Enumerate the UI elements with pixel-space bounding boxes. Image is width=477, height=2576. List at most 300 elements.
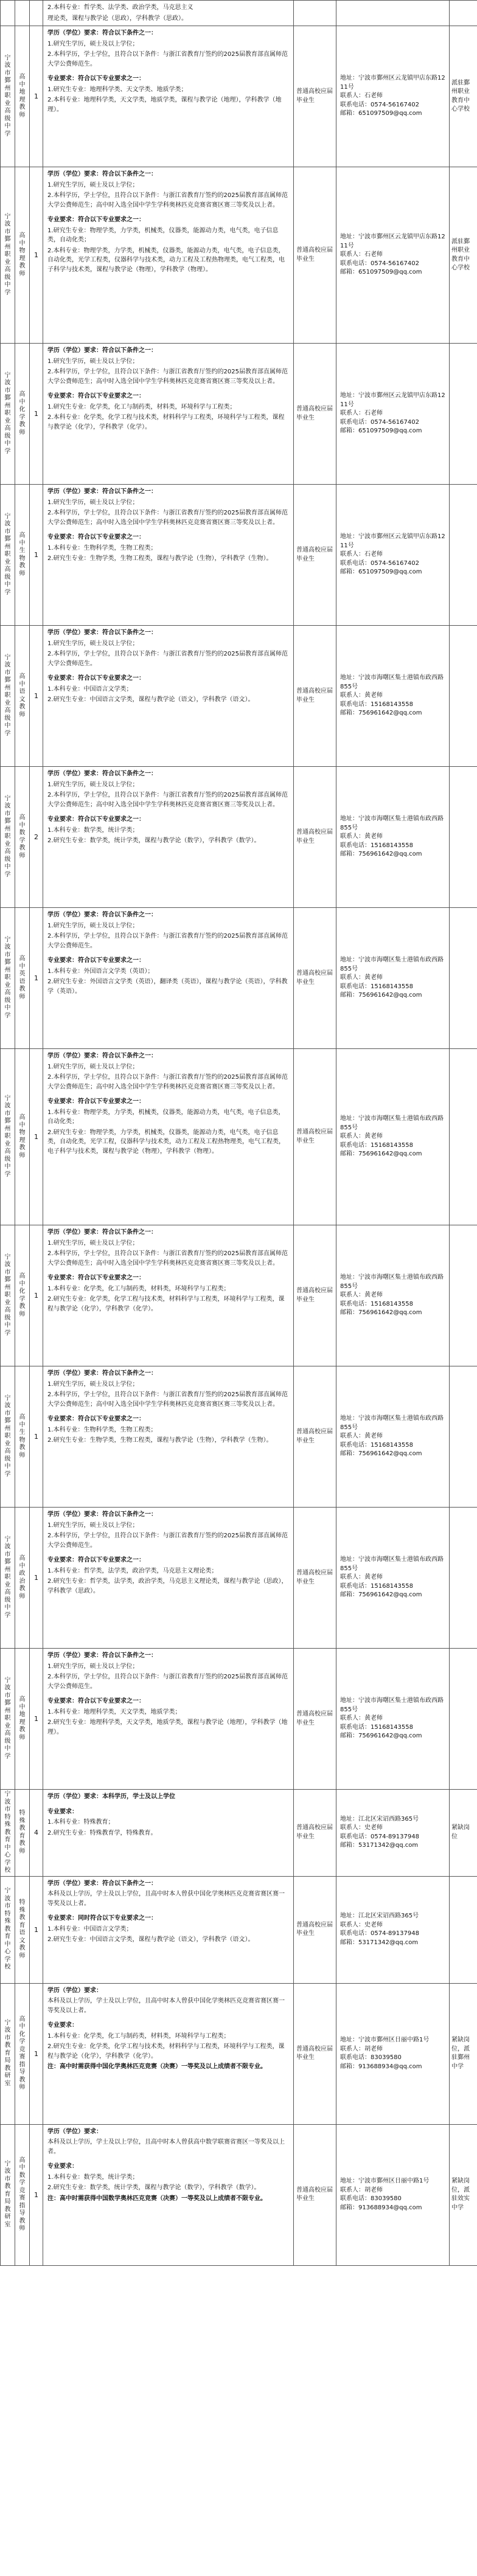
- post-cell: 高中数学竞赛指导教师: [15, 2124, 30, 2265]
- contact-line: 地址：宁波市海曙区集士港镇布政西路855号: [340, 674, 444, 690]
- requirement-line: 专业要求：符合以下专业要求之一：: [47, 1098, 145, 1105]
- contact-cell: [336, 767, 450, 908]
- requirement-line: 2.研究生专业：物理学类，力学类，机械类，仪器类，能源动力类，电气类，电子信息类，自动化类，光学工程，仪器科学与技术类，动力工程及工程热物理类，电气工程类，电子科学与技术类，课程与教学论（物理），学科教学（物理）。: [47, 1129, 285, 1155]
- unit-cell: 宁波市鄞州职业高级中学: [1, 1225, 15, 1366]
- contact-line: 邮箱：756961642@qq.com: [340, 1450, 422, 1458]
- requirements-cell: [43, 1366, 294, 1508]
- contact-line: 联系人：黄老师: [340, 1715, 383, 1722]
- post-cell: 高中数学教师: [15, 767, 30, 908]
- requirement-line: 2.本科学历，学士学位，且符合以下条件：与浙江省教育厅签约的2025届教育部直属师范大学公费师范生；高中时入选全国中学生学科奥林匹克竞赛省赛区赛三等奖及以上者。: [47, 792, 288, 808]
- requirements-cell: [43, 1790, 294, 1877]
- note-cell: 派驻鄞州职业教育中心学校: [450, 167, 477, 344]
- requirement-line: 1.研究生学历，硕士及以上学位；: [47, 1663, 139, 1670]
- form-cell: [294, 908, 336, 1049]
- form-line: 普通高校应届毕业生: [296, 1287, 333, 1303]
- contact-line: 邮箱：756961642@qq.com: [340, 1591, 422, 1599]
- requirement-line: 专业要求：符合以下专业要求之一：: [47, 75, 145, 82]
- requirement-line: 学历（学位）要求：: [47, 1987, 102, 1994]
- requirement-line: 1.本科专业：生物科学类，生物工程类；: [47, 1426, 157, 1433]
- contact-line: 邮箱：913688934@qq.com: [340, 2063, 422, 2070]
- requirements-cell: [43, 1876, 294, 1983]
- requirement-line: 学历（学位）要求：符合以下条件之一：: [47, 629, 157, 636]
- contact-line: 地址：宁波市海曙区集士港镇布政西路855号: [340, 1697, 444, 1713]
- unit-cell: 宁波市鄞州职业高级中学: [1, 1649, 15, 1790]
- requirement-line: 2.本科学历，学士学位，且符合以下条件：与浙江省教育厅签约的2025届教育部直属师范大学公费师范生；高中时入选全国中学生学科奥林匹克竞赛省赛区赛三等奖及以上者。: [47, 192, 288, 209]
- contact-cell: [336, 1790, 450, 1877]
- note-cell: 紧缺岗位，派驻鄞州中学: [450, 1983, 477, 2124]
- contact-line: 邮箱：53171342@qq.com: [340, 1939, 419, 1946]
- contact-line: 邮箱：913688934@qq.com: [340, 2204, 422, 2211]
- requirement-line: 2.研究生专业：生物学类，生物工程类，课程与教学论（生物），学科教学（生物）。: [47, 1437, 273, 1444]
- contact-cell: [336, 1508, 450, 1649]
- form-cell: [294, 626, 336, 767]
- requirement-line: 本科及以上学历，学士及以上学位，且高中时本人曾获高中数学联赛省赛区一等奖及以上者。: [47, 2139, 285, 2155]
- form-line: 普通高校应届毕业生: [296, 88, 333, 104]
- unit-cell: 宁波市特殊教育中心学校: [1, 1790, 15, 1877]
- requirement-line: 1.本科专业：特殊教育；: [47, 1819, 114, 1826]
- requirements-cell: [43, 1508, 294, 1649]
- requirement-line: 学历（学位）要求：符合以下条件之一：: [47, 770, 157, 777]
- table-row-fragment: [1, 1, 477, 26]
- requirement-line: 专业要求：符合以下专业要求之一：: [47, 1275, 145, 1281]
- contact-line: 邮箱：53171342@qq.com: [340, 1842, 419, 1849]
- requirement-line: 2.本科学历，学士学位，且符合以下条件：与浙江省教育厅签约的2025届教育部直属师范大学公费师范生。: [47, 933, 288, 949]
- contact-line: 邮箱：756961642@qq.com: [340, 992, 422, 999]
- requirement-line: 2.研究生专业：地理科学类，天文学类，地质学类，课程与教学论（地理），学科教学（地理）。: [47, 1719, 288, 1736]
- requirement-line: 1.本科专业：地理科学类，天文学类，地质学类；: [47, 1708, 181, 1716]
- contact-line: 地址：宁波市鄞州区云龙镇甲店东路1211号: [340, 533, 445, 549]
- requirement-line: 1.本科专业：中国语言文学类；: [47, 685, 133, 693]
- fragment-line: 理论类，课程与教学论（思政），学科教学（思政）。: [47, 15, 187, 22]
- requirement-line: 2.本科学历，学士学位，且符合以下条件：与浙江省教育厅签约的2025届教育部直属师范大学公费师范生；高中时入选全国中学生学科奥林匹克竞赛省赛区赛三等奖及以上者。: [47, 1391, 288, 1408]
- requirement-line: 学历（学位）要求：符合以下条件之一：: [47, 1229, 157, 1236]
- requirement-line: 专业要求：符合以下专业要求之一：: [47, 393, 145, 400]
- requirement-line: 1.研究生学历，硕士及以上学位；: [47, 640, 139, 647]
- requirement-line: 专业要求：符合以下专业要求之一：: [47, 534, 145, 541]
- requirement-line: 本科及以上学历，学士及以上学位，且高中时本人曾获中国化学奥林匹克竞赛省赛区赛一等奖及以上者。: [47, 1891, 285, 1907]
- note-cell: [450, 344, 477, 485]
- requirements-cell: [43, 167, 294, 344]
- fragment-unit-cell: [1, 1, 15, 26]
- contact-line: 联系电话：0574-89137948: [340, 1930, 419, 1937]
- requirement-line: 学历（学位）要求：: [47, 2128, 102, 2135]
- unit-cell: 宁波市鄞州职业高级中学: [1, 767, 15, 908]
- table-row: [1, 1790, 477, 1877]
- contact-line: 联系电话：0574-56167402: [340, 101, 419, 108]
- requirement-line: 2.本科学历，学士学位，且符合以下条件：与浙江省教育厅签约的2025届教育部直属师范大学公费师范生。: [47, 1674, 288, 1690]
- contact-line: 地址：宁波市鄞州区云龙镇甲店东路1211号: [340, 392, 445, 408]
- unit-cell: 宁波市鄞州职业高级中学: [1, 908, 15, 1049]
- requirements-cell: [43, 767, 294, 908]
- requirement-line: 1.研究生学历，硕士及以上学位；: [47, 1522, 139, 1529]
- unit-cell: 宁波市鄞州职业高级中学: [1, 167, 15, 344]
- unit-cell: 宁波市鄞州职业高级中学: [1, 1508, 15, 1649]
- form-line: 普通高校应届毕业生: [296, 1824, 333, 1840]
- requirement-line: 专业要求：符合以下专业要求之一：: [47, 957, 145, 964]
- contact-line: 联系电话：15168143558: [340, 1441, 413, 1449]
- post-cell: 高中化学竞赛指导教师: [15, 1983, 30, 2124]
- contact-line: 邮箱：756961642@qq.com: [340, 851, 422, 858]
- contact-line: 联系电话：15168143558: [340, 1582, 413, 1590]
- note-cell: [450, 767, 477, 908]
- contact-line: 地址：宁波市海曙区集士港镇布政西路855号: [340, 1556, 444, 1572]
- post-cell: 高中语文教师: [15, 626, 30, 767]
- requirement-line: 1.研究生学历，硕士及以上学位；: [47, 181, 139, 189]
- form-cell: [294, 344, 336, 485]
- form-cell: [294, 1649, 336, 1790]
- form-line: 普通高校应届毕业生: [296, 2045, 333, 2061]
- contact-cell: [336, 1049, 450, 1225]
- requirement-line: 专业要求：符合以下专业要求之一：: [47, 216, 145, 223]
- headcount-cell: 1: [30, 1983, 43, 2124]
- requirement-line: 学历（学位）要求：符合以下条件之一：: [47, 347, 157, 354]
- requirement-line: 学历（学位）要求：符合以下条件之一：: [47, 1511, 157, 1518]
- form-line: 普通高校应届毕业生: [296, 688, 333, 704]
- requirements-cell: [43, 2124, 294, 2265]
- requirement-line: 专业要求：: [47, 2163, 78, 2170]
- contact-cell: [336, 485, 450, 626]
- form-cell: [294, 167, 336, 344]
- requirement-line: 1.本科专业：哲学类，法学类，政治学类，马克思主义理论类；: [47, 1567, 218, 1574]
- table-row: [1, 908, 477, 1049]
- requirement-line: 2.本科专业：地理科学类，天文学类，地质学类，课程与教学论（地理），学科教学（地理）。: [47, 97, 282, 113]
- note-cell: 紧缺岗位，派驻效实中学: [450, 2124, 477, 2265]
- contact-line: 地址：宁波市鄞州区日丽中路1号: [340, 2037, 430, 2043]
- contact-line: 联系人：石老师: [340, 251, 383, 258]
- note-cell: [450, 1649, 477, 1790]
- contact-cell: [336, 1225, 450, 1366]
- requirement-line: 2.研究生专业：外国语言文学类（英语），翻译类（英语），课程与教学论（英语），学科教学（英语）。: [47, 978, 288, 995]
- fragment-form-cell: [294, 1, 336, 26]
- contact-line: 联系人：黄老师: [340, 1133, 383, 1140]
- headcount-cell: 4: [30, 1790, 43, 1877]
- contact-line: 邮箱：756961642@qq.com: [340, 1733, 422, 1740]
- requirement-line: 专业要求：同时符合以下专业要求之一：: [47, 1915, 157, 1922]
- requirements-cell: [43, 1983, 294, 2124]
- fragment-num-cell: [30, 1, 43, 26]
- fragment-post-cell: [15, 1, 30, 26]
- requirement-line: 专业要求：: [47, 2022, 78, 2029]
- form-line: 普通高校应届毕业生: [296, 829, 333, 845]
- requirement-line: 1.研究生学历，硕士及以上学位；: [47, 358, 139, 365]
- note-cell: [450, 485, 477, 626]
- form-cell: [294, 1790, 336, 1877]
- requirement-line: 1.本科专业：物理学类，力学类，机械类，仪器类，能源动力类，电气类，电子信息类，自动化类；: [47, 1109, 285, 1125]
- contact-line: 联系人：胡老师: [340, 2045, 383, 2052]
- contact-line: 地址：宁波市海曙区集士港镇布政西路855号: [340, 1415, 444, 1431]
- form-cell: [294, 1508, 336, 1649]
- form-line: 普通高校应届毕业生: [296, 970, 333, 986]
- requirement-line: 学历（学位）要求：符合以下条件之一：: [47, 488, 157, 495]
- form-line: 普通高校应届毕业生: [296, 247, 333, 263]
- requirement-line: 2.研究生专业：生物学类，生物工程类，课程与教学论（生物），学科教学（生物）。: [47, 555, 273, 562]
- requirements-cell: [43, 1049, 294, 1225]
- requirement-line: 1.研究生学历，硕士及以上学位；: [47, 922, 139, 929]
- form-line: 普通高校应届毕业生: [296, 547, 333, 563]
- requirement-line: 2.研究生专业：特殊教育学，特殊教育。: [47, 1829, 157, 1837]
- unit-cell: 宁波市鄞州职业高级中学: [1, 485, 15, 626]
- requirement-line: 学历（学位）要求：本科学历，学士及以上学位: [47, 1793, 175, 1800]
- requirement-line: 1.研究生专业：化学类，化工与制药类，材料类，环境科学与工程类；: [47, 403, 236, 410]
- unit-cell: 宁波市鄞州职业高级中学: [1, 626, 15, 767]
- requirement-line: 1.本科专业：中国语言文学类；: [47, 1925, 133, 1933]
- requirement-line: 1.研究生学历，硕士及以上学位；: [47, 1380, 139, 1388]
- requirement-line: 1.本科专业：化学类，化工与制药类，材料类，环境科学与工程类；: [47, 2032, 230, 2040]
- unit-cell: 宁波市教育局教研室: [1, 1983, 15, 2124]
- contact-line: 邮箱：756961642@qq.com: [340, 710, 422, 717]
- contact-line: 联系电话：15168143558: [340, 842, 413, 849]
- table-row: [1, 26, 477, 167]
- requirement-line: 1.研究生专业：地理科学类、天文学类、地质学类；: [47, 86, 187, 93]
- contact-line: 联系电话：83039580: [340, 2054, 402, 2061]
- note-cell: [450, 1049, 477, 1225]
- contact-line: 联系电话：15168143558: [340, 1141, 413, 1149]
- contact-line: 联系电话：0574-56167402: [340, 260, 419, 267]
- requirement-line: 2.研究生专业：数学类，统计学类，课程与教学论（数学），学科教学（数学）。: [47, 2184, 260, 2191]
- contact-line: 联系电话：15168143558: [340, 701, 413, 708]
- contact-line: 联系人：石老师: [340, 410, 383, 417]
- post-cell: 高中生物教师: [15, 485, 30, 626]
- contact-cell: [336, 1983, 450, 2124]
- contact-line: 邮箱：756961642@qq.com: [340, 1151, 422, 1158]
- contact-line: 邮箱：651097509@qq.com: [340, 428, 422, 435]
- contact-line: 邮箱：651097509@qq.com: [340, 569, 422, 576]
- requirement-line: 1.研究生学历，硕士及以上学位；: [47, 499, 139, 506]
- post-cell: 高中生物教师: [15, 1366, 30, 1508]
- unit-cell: 宁波市特殊教育中心学校: [1, 1876, 15, 1983]
- headcount-cell: 1: [30, 344, 43, 485]
- note-cell: [450, 1508, 477, 1649]
- table-body: [1, 1, 477, 2266]
- post-cell: 高中英语教师: [15, 908, 30, 1049]
- contact-cell: [336, 1876, 450, 1983]
- requirements-cell: [43, 1649, 294, 1790]
- requirements-cell: [43, 1225, 294, 1366]
- requirement-line: 学历（学位）要求：符合以下条件之一：: [47, 30, 157, 36]
- form-cell: [294, 1876, 336, 1983]
- unit-cell: 宁波市鄞州职业高级中学: [1, 344, 15, 485]
- form-line: 普通高校应届毕业生: [296, 1921, 333, 1937]
- requirement-line: 学历（学位）要求：符合以下条件之一：: [47, 1053, 157, 1059]
- form-cell: [294, 2124, 336, 2265]
- post-cell: 高中物理教师: [15, 167, 30, 344]
- table-row: [1, 1049, 477, 1225]
- form-line: 普通高校应届毕业生: [296, 1428, 333, 1444]
- post-cell: 高中地理教师: [15, 1649, 30, 1790]
- contact-line: 联系人：史老师: [340, 1921, 383, 1928]
- requirement-line: 学历（学位）要求：符合以下条件之一：: [47, 1880, 157, 1887]
- requirement-line: 2.本科学历，学士学位，且符合以下条件：与浙江省教育厅签约的2025届教育部直属师范大学公费师范生；高中时入选全国中学生学科奥林匹克竞赛省赛区赛三等奖及以上者。: [47, 369, 288, 385]
- post-cell: 高中化学教师: [15, 1225, 30, 1366]
- requirement-line: 1.本科专业：数学类，统计学类；: [47, 826, 139, 834]
- contact-cell: [336, 1366, 450, 1508]
- headcount-cell: 1: [30, 1225, 43, 1366]
- fragment-note-cell: [450, 1, 477, 26]
- requirement-line: 1.研究生学历，硕士及以上学位；: [47, 781, 139, 788]
- post-cell: 高中物理教师: [15, 1049, 30, 1225]
- form-cell: [294, 1366, 336, 1508]
- requirement-line: 1.研究生学历，硕士及以上学位；: [47, 40, 139, 47]
- form-cell: [294, 485, 336, 626]
- contact-line: 联系人：黄老师: [340, 974, 383, 982]
- contact-line: 联系人：黄老师: [340, 1292, 383, 1299]
- contact-line: 联系人：黄老师: [340, 692, 383, 699]
- fragment-contact-cell: [336, 1, 450, 26]
- note-cell: 派驻鄞州职业教育中心学校: [450, 26, 477, 167]
- contact-line: 联系电话：0574-56167402: [340, 559, 419, 567]
- requirement-line: 专业要求：符合以下专业要求之一：: [47, 675, 145, 682]
- contact-line: 联系人：史老师: [340, 1824, 383, 1832]
- requirement-line: 注：高中时需获得中国化学奥林匹克竞赛（决赛）一等奖及以上成绩者不限专业。: [47, 2063, 266, 2070]
- contact-line: 地址：宁波市鄞州区日丽中路1号: [340, 2178, 430, 2184]
- note-cell: [450, 1876, 477, 1983]
- requirement-line: 2.本科专业：物理学类，力学类，机械类，仪器类，能源动力类，电气类，电子信息类，自动化类，光学工程类，仪器科学与技术类，动力工程及工程热物理类，电气工程类，电子科学与技术类，课程与教学论（物理），学科教学（物理）。: [47, 247, 285, 273]
- table-row: [1, 1983, 477, 2124]
- form-cell: [294, 1983, 336, 2124]
- contact-line: 地址：宁波市海曙区集士港镇布政西路855号: [340, 1115, 444, 1131]
- unit-cell: 宁波市鄞州职业高级中学: [1, 1049, 15, 1225]
- table-row: [1, 1508, 477, 1649]
- requirement-line: 2.研究生专业：数学类，统计学类，课程与教学论（数学），学科教学（数学）。: [47, 837, 260, 844]
- requirements-cell: [43, 485, 294, 626]
- requirement-line: 2.研究生专业：中国语言文学类，课程与教学论（语文），学科教学（语文）。: [47, 1936, 254, 1943]
- post-cell: 高中政治教师: [15, 1508, 30, 1649]
- requirement-line: 专业要求：符合以下专业要求之一：: [47, 1416, 145, 1422]
- requirement-line: 1.研究生学历，硕士及以上学位；: [47, 1063, 139, 1070]
- post-cell: 高中化学教师: [15, 344, 30, 485]
- post-cell: 高中地理教师: [15, 26, 30, 167]
- form-cell: [294, 1049, 336, 1225]
- contact-line: 地址：宁波市海曙区集士港镇布政西路855号: [340, 957, 444, 972]
- requirement-line: 1.本科专业：生物科学类，生物工程类；: [47, 544, 157, 552]
- requirement-line: 2.本科学历，学士学位，且符合以下条件：与浙江省教育厅签约的2025届教育部直属师范大学公费师范生。: [47, 651, 288, 667]
- headcount-cell: 1: [30, 626, 43, 767]
- contact-line: 地址：宁波市海曙区集士港镇布政西路855号: [340, 815, 444, 831]
- unit-cell: 宁波市鄞州职业高级中学: [1, 1366, 15, 1508]
- contact-line: 地址：江北区宋诏西路365号: [340, 1815, 419, 1823]
- requirements-cell: [43, 908, 294, 1049]
- table-row: [1, 344, 477, 485]
- requirement-line: 2.研究生专业：化学类，化学工程与技术类，材料科学与工程类，环境科学与工程类，课程与教学论（化学），学科教学（化学）。: [47, 2043, 285, 2060]
- headcount-cell: 1: [30, 1876, 43, 1983]
- contact-line: 联系电话：15168143558: [340, 1723, 413, 1731]
- contact-line: 联系人：胡老师: [340, 2186, 383, 2193]
- requirement-line: 2.本科学历，学士学位，且符合以下条件：与浙江省教育厅签约的2025届教育部直属师范大学公费师范生。: [47, 1532, 288, 1549]
- headcount-cell: 1: [30, 1649, 43, 1790]
- form-line: 普通高校应届毕业生: [296, 2186, 333, 2202]
- requirements-cell: [43, 626, 294, 767]
- contact-line: 联系人：石老师: [340, 551, 383, 558]
- requirement-line: 专业要求：符合以下专业要求之一：: [47, 1557, 145, 1563]
- form-cell: [294, 1225, 336, 1366]
- requirement-line: 1.本科专业：外国语言文学类（英语）；: [47, 968, 154, 975]
- contact-line: 联系人：黄老师: [340, 833, 383, 840]
- contact-line: 地址：宁波市海曙区集士港镇布政西路855号: [340, 1274, 444, 1290]
- contact-line: 联系电话：83039580: [340, 2195, 402, 2202]
- table-row: [1, 2124, 477, 2265]
- contact-line: 联系人：黄老师: [340, 1574, 383, 1581]
- requirement-line: 2.研究生专业：哲学类，法学类，政治学类，马克思主义理论类，课程与教学论（思政），学科教学（思政）。: [47, 1578, 288, 1594]
- requirement-line: 学历（学位）要求：符合以下条件之一：: [47, 912, 157, 918]
- requirement-line: 2.本科学历，学士学位，且符合以下条件：与浙江省教育厅签约的2025届教育部直属师范大学公费师范生。: [47, 51, 288, 68]
- note-cell: [450, 1366, 477, 1508]
- contact-line: 联系电话：0574-56167402: [340, 418, 419, 426]
- fragment-line: 2.本科专业：哲学类、法学类、政治学类，马克思主义: [47, 4, 193, 11]
- headcount-cell: 1: [30, 2124, 43, 2265]
- headcount-cell: 1: [30, 26, 43, 167]
- contact-line: 联系电话：15168143558: [340, 983, 413, 990]
- table-row: [1, 1876, 477, 1983]
- note-cell: [450, 1225, 477, 1366]
- post-cell: 特殊教育语文教师: [15, 1876, 30, 1983]
- headcount-cell: 1: [30, 485, 43, 626]
- contact-cell: [336, 167, 450, 344]
- form-line: 普通高校应届毕业生: [296, 1129, 333, 1144]
- contact-line: 联系人：黄老师: [340, 1433, 383, 1440]
- note-cell: 紧缺岗位: [450, 1790, 477, 1877]
- contact-cell: [336, 626, 450, 767]
- requirement-line: 1.研究生专业：物理学类，力学类，机械类，仪器类，能源动力类，电气类，电子信息类，自动化类；: [47, 227, 279, 243]
- headcount-cell: 2: [30, 767, 43, 908]
- requirement-line: 2.研究生专业：化学类，化学工程与技术类，材料科学与工程类，环境科学与工程类，课程与教学论（化学），学科教学（化学）。: [47, 1296, 285, 1312]
- contact-line: 地址：宁波市鄞州区云龙镇甲店东路1211号: [340, 234, 445, 249]
- table-row: [1, 167, 477, 344]
- contact-line: 邮箱：756961642@qq.com: [340, 1309, 422, 1317]
- note-cell: [450, 626, 477, 767]
- contact-line: 地址：宁波市鄞州区云龙镇甲店东路1211号: [340, 75, 445, 91]
- requirement-line: 本科及以上学历，学士及以上学位，且高中时本人曾获中国化学奥林匹克竞赛省赛区赛一等奖及以上者。: [47, 1998, 285, 2014]
- contact-line: 地址：江北区宋诏西路365号: [340, 1913, 419, 1919]
- requirement-line: 1.本科专业：数学类，统计学类；: [47, 2173, 139, 2181]
- requirement-line: 2.本科学历，学士学位，且符合以下条件：与浙江省教育厅签约的2025届教育部直属师范大学公费师范生；高中时入选全国中学生学科奥林匹克竞赛省赛区赛三等奖及以上者。: [47, 1250, 288, 1267]
- table-row: [1, 1225, 477, 1366]
- unit-cell: 宁波市鄞州职业高级中学: [1, 26, 15, 167]
- contact-cell: [336, 26, 450, 167]
- fragment-requirements-cell: [43, 1, 294, 26]
- headcount-cell: 1: [30, 1508, 43, 1649]
- requirement-line: 专业要求：符合以下专业要求之一：: [47, 1698, 145, 1705]
- requirement-line: 专业要求：符合以下专业要求之一：: [47, 816, 145, 823]
- contact-cell: [336, 344, 450, 485]
- requirement-line: 学历（学位）要求：符合以下条件之一：: [47, 1652, 157, 1659]
- requirement-line: 学历（学位）要求：符合以下条件之一：: [47, 171, 157, 178]
- form-line: 普通高校应届毕业生: [296, 1570, 333, 1585]
- contact-cell: [336, 1649, 450, 1790]
- contact-line: 邮箱：651097509@qq.com: [340, 110, 422, 117]
- contact-cell: [336, 2124, 450, 2265]
- requirement-line: 1.本科专业：化学类，化工与制药类，材料类，环境科学与工程类；: [47, 1285, 230, 1292]
- headcount-cell: 1: [30, 167, 43, 344]
- table-row: [1, 1366, 477, 1508]
- requirement-line: 注：高中时需获得中国数学奥林匹克竞赛（决赛）一等奖及以上成绩者不限专业。: [47, 2195, 266, 2202]
- form-line: 普通高校应届毕业生: [296, 406, 333, 421]
- post-cell: 特殊教育教师: [15, 1790, 30, 1877]
- form-cell: [294, 767, 336, 908]
- contact-line: 邮箱：651097509@qq.com: [340, 269, 422, 276]
- requirements-cell: [43, 26, 294, 167]
- requirements-cell: [43, 344, 294, 485]
- note-cell: [450, 908, 477, 1049]
- requirement-line: 学历（学位）要求：符合以下条件之一：: [47, 1370, 157, 1377]
- requirement-line: 2.研究生专业：中国语言文学类，课程与教学论（语文），学科教学（语文）。: [47, 696, 254, 703]
- unit-cell: 宁波市教育局教研室: [1, 2124, 15, 2265]
- contact-line: 联系电话：15168143558: [340, 1300, 413, 1307]
- table-row: [1, 485, 477, 626]
- table-row: [1, 1649, 477, 1790]
- table-row: [1, 626, 477, 767]
- contact-line: 联系电话：0574-89137948: [340, 1833, 419, 1840]
- headcount-cell: 1: [30, 1366, 43, 1508]
